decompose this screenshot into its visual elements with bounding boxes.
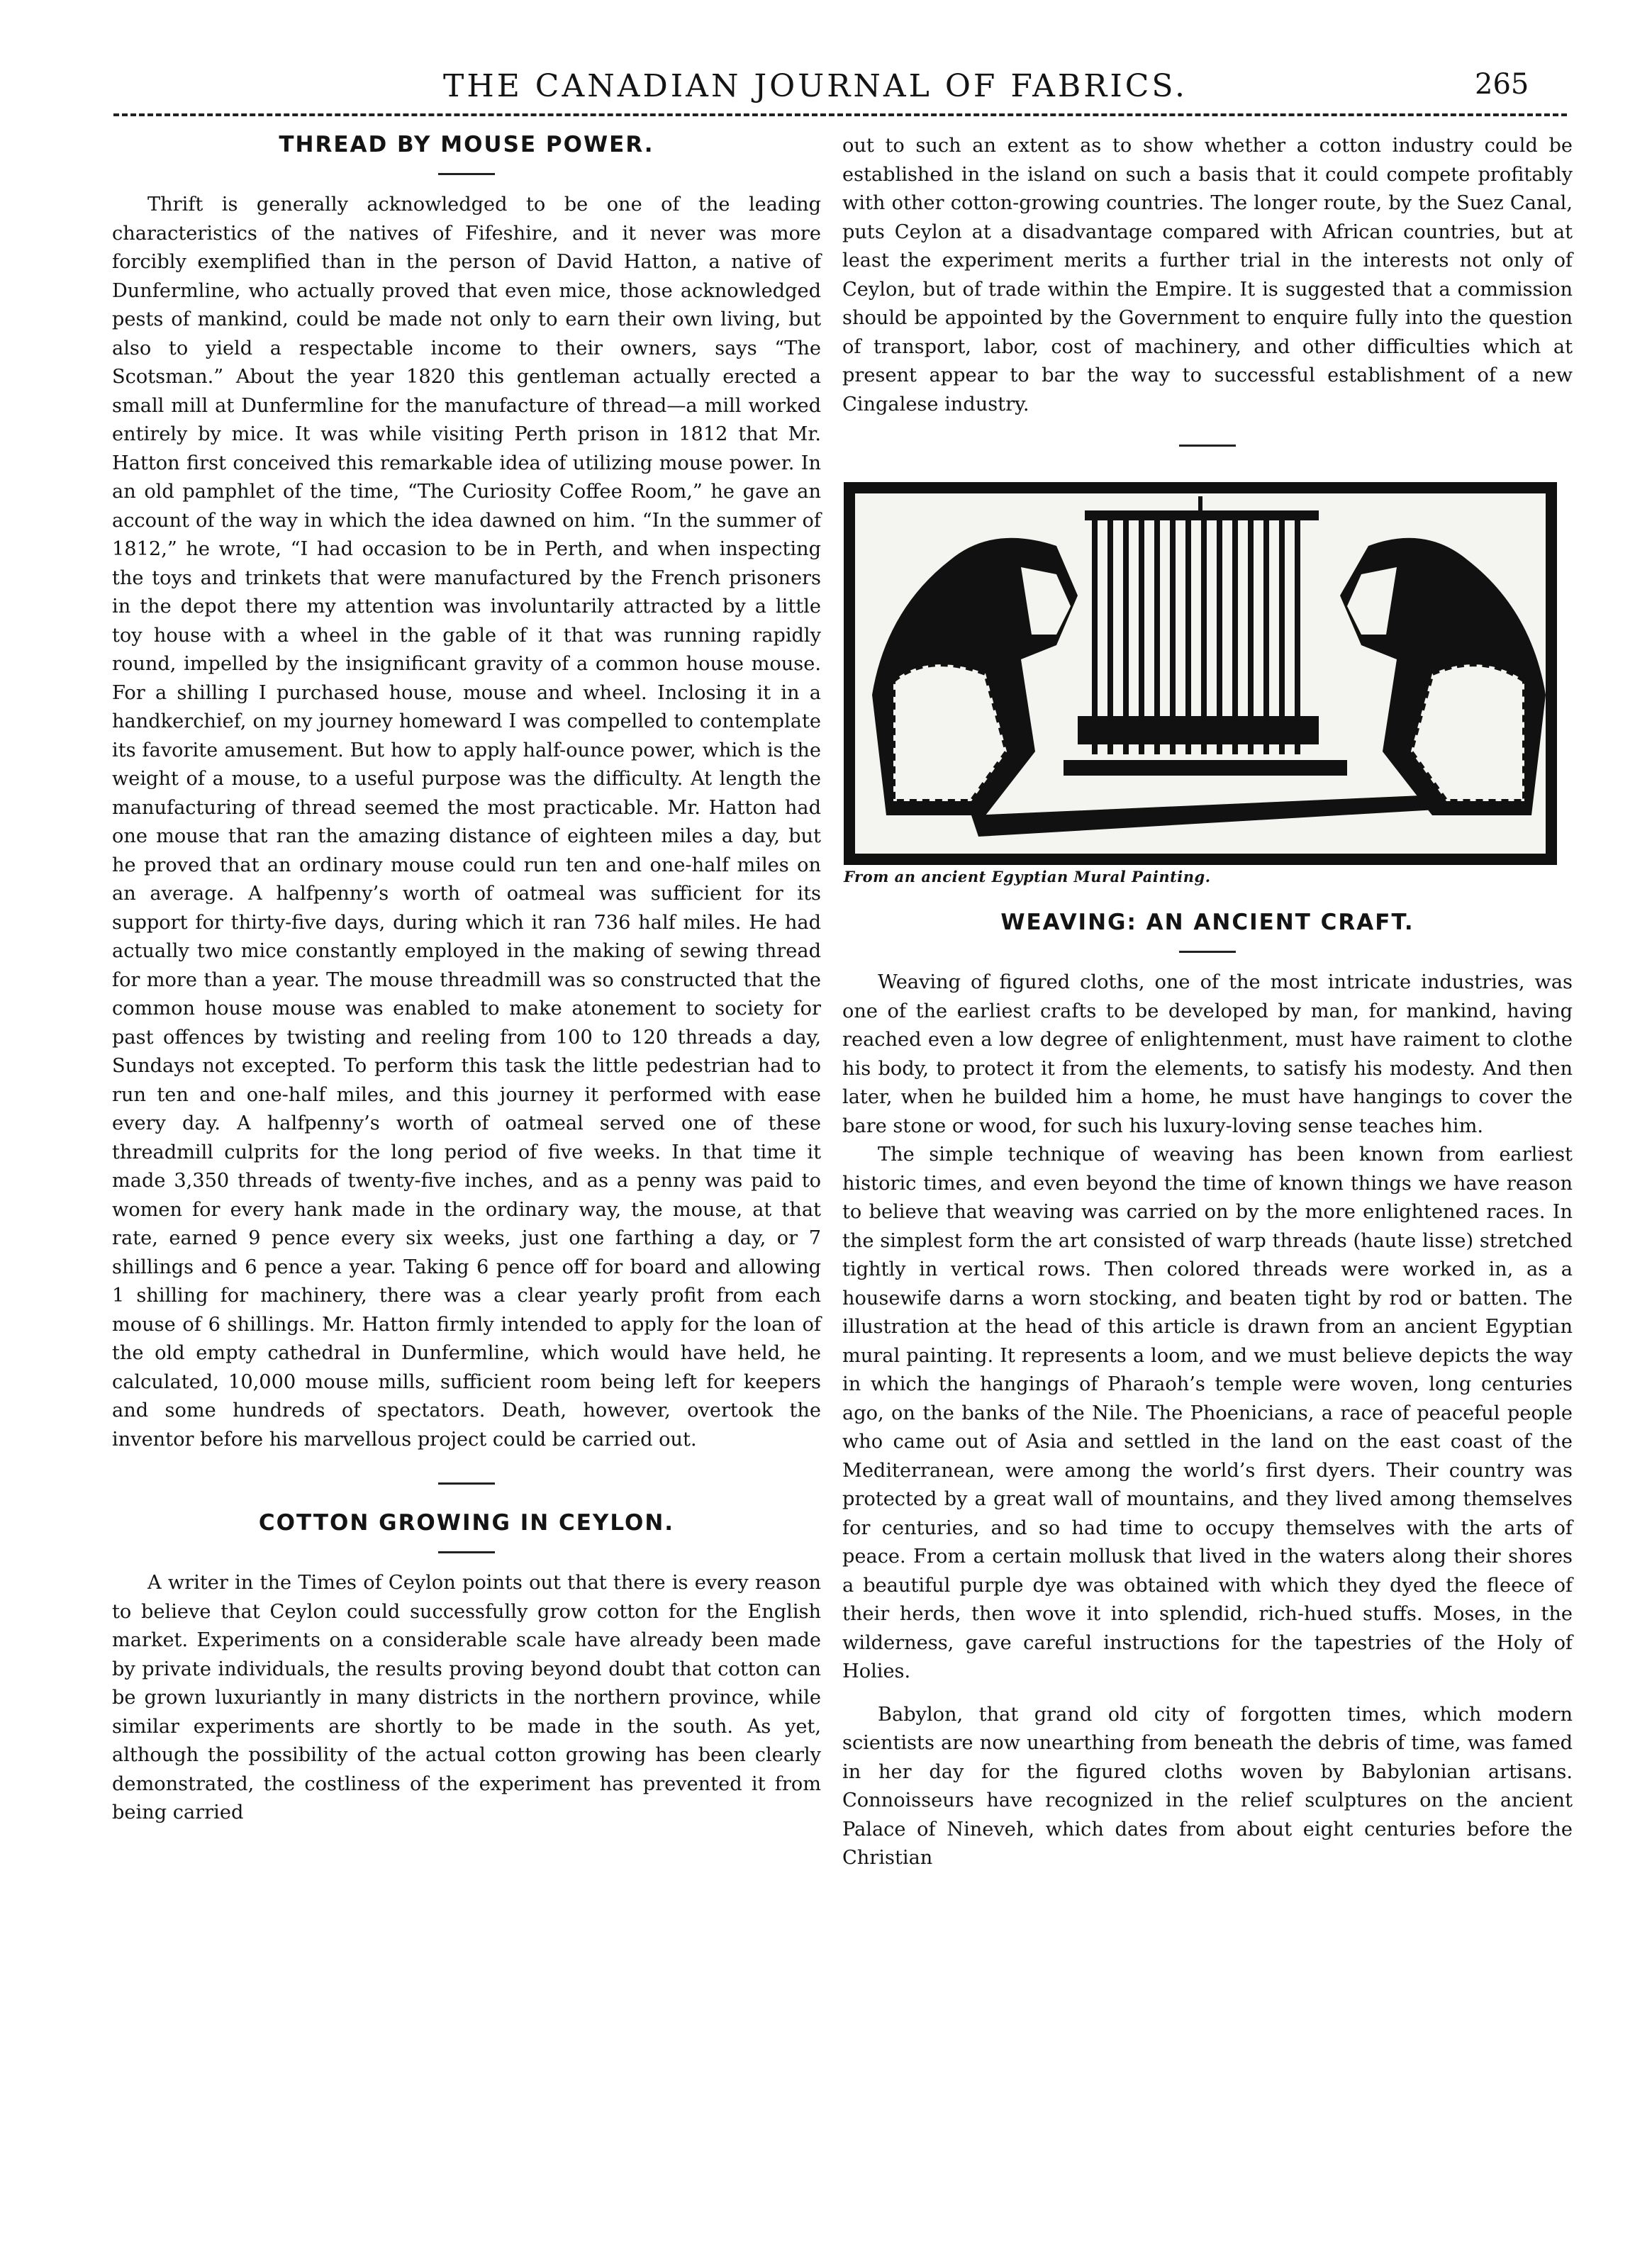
weaving-paragraph-3: Babylon, that grand old city of forgotten times, which modern scientists are now unearthing from beneath the debris of time, was famed in her day for the figured cloths woven by Babylonian artisans. Connoisseurs have recognized in the relief sculptures on the ancient Palace of Nineveh, which dates from about eight centuries before the Christian	[842, 1703, 1573, 1869]
weaving-paragraph-2: The simple technique of weaving has been known from earliest historic times, and even beyond the time of known things we have reason to believe that weaving was carried on by the more enlightened races. In the simplest form the art consisted of warp threads (haute lisse) stretched tightly in vertical rows. Then colored threads were worked in, as a housewife darns a worn stocking, and beaten tight by rod or batten. The illustration at the head of this article is drawn from an ancient Egyptian mural painting. It represents a loom, and we must believe depicts the way in which the hangings of Pharaoh’s temple were woven, long centuries ago, on the banks of the Nile. The Phoenicians, a race of peaceful people who came out of Asia and settled in the land on the east coast of the Mediterranean, were among the world’s first dyers. Their country was protected by a great wall of mountains, and they lived among themselves for centuries, and so had time to occupy themselves with the arts of peace. From a certain mollusk that lived in the waters along their shores a beautiful purple dye was obtained with which they dyed the fleece of their herds, then wove it into splendid, rich-hued stuffs. Moses, in the wilderness, gave careful instructions for the tapestries of the Holy of Holies.	[842, 1144, 1573, 1682]
section-divider	[1179, 445, 1236, 447]
loom-illustration	[844, 482, 1557, 865]
left-column	[112, 132, 821, 1828]
cotton-article-heading: COTTON GROWING IN CEYLON.	[258, 1510, 675, 1536]
cotton-article-body-continued: out to such an extent as to show whether a cotton industry could be established in the island on such a basis that it could compete profitably with other cotton-growing countries. The longer route, by the Suez Canal, puts Ceylon at a disadvantage compared with African countries, but at least the experiment merits a further trial in the interests not only of Ceylon, but of trade within the Empire. It is suggested that a commission should be appointed by the Government to enquire fully into the question of transport, labor, cost of machinery, and other difficulties which at present appear to bar the way to successful establishment of a new Cingalese industry.	[842, 135, 1573, 415]
thread-article-heading: THREAD BY MOUSE POWER.	[279, 132, 654, 157]
weaving-article-heading: WEAVING: AN ANCIENT CRAFT.	[1000, 910, 1414, 935]
figure-caption: From an ancient Egyptian Mural Painting.	[844, 868, 1211, 886]
thread-article-body: Thrift is generally acknowledged to be one of the leading characteristics of the natives of Fifeshire, and it never was more forcibly exemplified than in the person of David Hatton, a native of Dunfermline, who actually proved that even mice, those acknowledged pests of mankind, could be made not only to earn their own living, but also to yield a respectable income to their owners, says “The Scotsman.” About the year 1820 this gentleman actually erected a small mill at Dunfermline for the manufacture of thread—a mill worked entirely by mice. It was while visiting Perth prison in 1812 that Mr. Hatton first conceived this remarkable idea of utilizing mouse power. In an old pamphlet of the time, “The Curiosity Coffee Room,” he gave an account of the way in which the idea dawned on him. “In the summer of 1812,” he wrote, “I had occasion to be in Perth, and when inspecting the toys and trinkets that were manufactured by the French prisoners in the depot there my attention was involuntarily attracted by a little toy house with a wheel in the gable of it that was running rapidly round, impelled by the insignificant gravity of a common house mouse. For a shilling I purchased house, mouse and wheel. Inclosing it in a handkerchief, on my journey homeward I was compelled to contemplate its favorite amusement. But how to apply half-ounce power, which is the weight of a mouse, to a useful purpose was the difficulty. At length the manufacturing of thread seemed the most practicable. Mr. Hatton had one mouse that ran the amazing distance of eighteen miles a day, but he proved that an ordinary mouse could run ten and one-half miles on an average. A halfpenny’s worth of oatmeal was sufficient for its support for thirty-five days, during which it ran 736 half miles. He had actually two mice constantly employed in the making of sewing thread for more than a year. The mouse threadmill was so constructed that the common house mouse was enabled to make atonement to society for past offences by twisting and reeling from 100 to 120 threads a day, Sundays not excepted. To perform this task the little pedestrian had to run ten and one-half miles, and this journey it performed with ease every day. A halfpenny’s worth of oatmeal served one of these threadmill culprits for the long period of five weeks. In that time it made 3,350 threads of twenty-five inches, and as a penny was paid to women for every hank made in the ordinary way, the mouse, at that rate, earned 9 pence every six weeks, just one farthing a day, or 7 shillings and 6 pence a year. Taking 6 pence off for board and allowing 1 shilling for machinery, there was a clear yearly profit from each mouse of 6 shillings. Mr. Hatton firmly intended to apply for the loan of the old empty cathedral in Dunfermline, which would have held, he calculated, 10,000 mouse mills, sufficient room being left for keepers and some hundreds of spectators. Death, however, overtook the inventor before his marvellous project could be carried out.	[112, 194, 821, 1451]
page-number: 265	[1475, 68, 1529, 101]
cotton-article-body-start: A writer in the Times of Ceylon points out that there is every reason to believe that Ceylon could successfully grow cotton for the English market. Experiments on a considerable scale have already been made by private individuals, the results proving beyond doubt that cotton can be grown luxuriantly in many districts in the northern province, while similar experiments are shortly to be made in the south. As yet, although the possibility of the actual cotton growing has been clearly demonstrated, the costliness of the experiment has prevented it from being carried	[112, 1572, 821, 1823]
running-head	[0, 68, 1652, 111]
heading-divider	[438, 1551, 495, 1553]
weaving-paragraph-1: Weaving of figured cloths, one of the most intricate industries, was one of the earliest crafts to be developed by man, for mankind, having reached even a low degree of enlightenment, must have raiment to clothe his body, to protect it from the elements, to satisfy his modesty. And then later, when he builded him a home, he must have hangings to cover the bare stone or wood, for such his luxury-loving sense teaches him.	[842, 971, 1573, 1137]
section-divider	[438, 1482, 495, 1485]
journal-title: THE CANADIAN JOURNAL OF FABRICS.	[442, 68, 1188, 104]
egyptian-loom-image	[844, 482, 1557, 865]
header-rule	[113, 113, 1567, 116]
heading-divider	[1179, 951, 1236, 953]
right-column	[842, 132, 1573, 1873]
heading-divider	[438, 173, 495, 175]
